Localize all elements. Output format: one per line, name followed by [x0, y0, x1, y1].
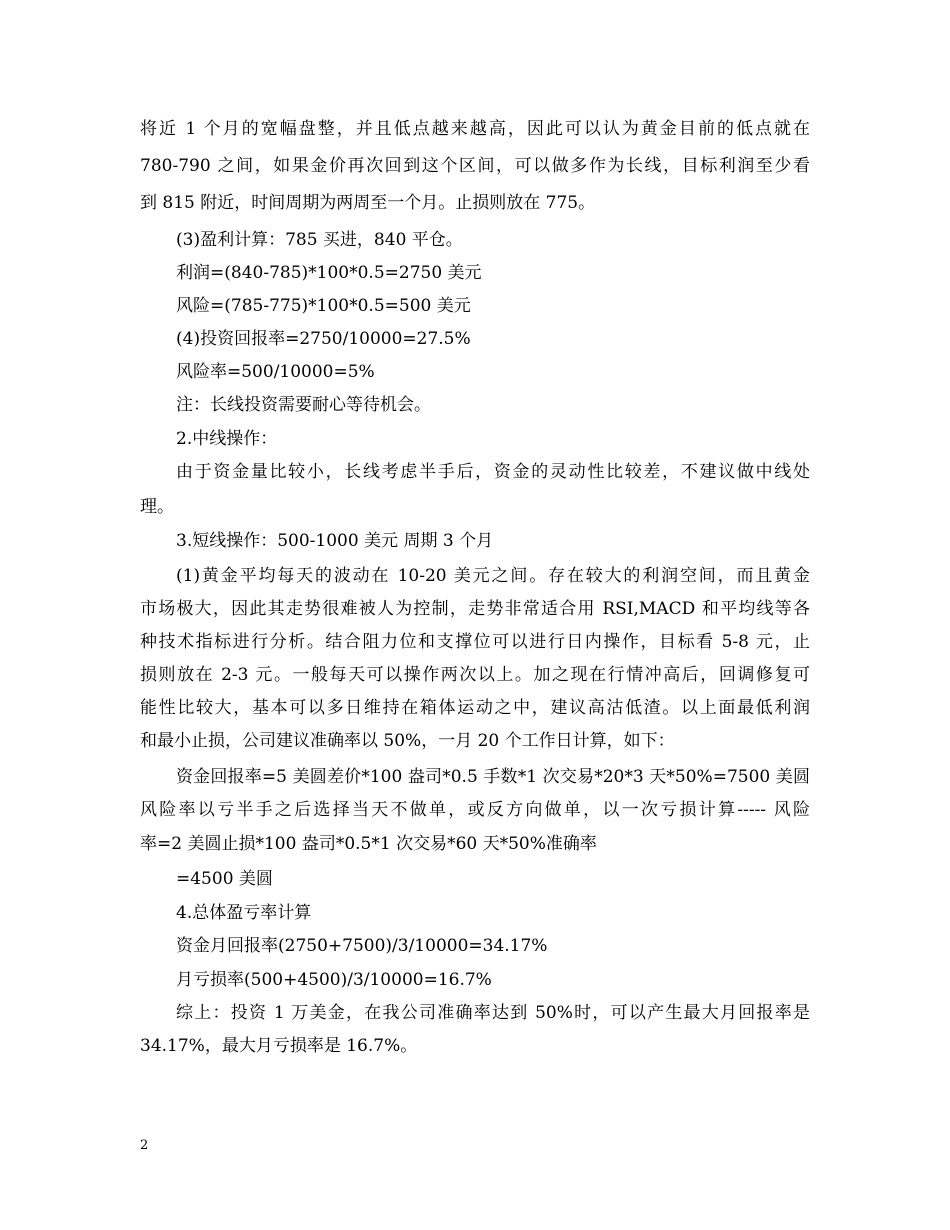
text-line: 到 815 附近，时间周期为两周至一个月。止损则放在 775。	[140, 193, 596, 213]
text-line: 利润=(840-785)*100*0.5=2750 美元	[176, 263, 482, 283]
page-number: 2	[140, 1138, 149, 1153]
text-line: 780-790 之间，如果金价再次回到这个区间，可以做多作为长线，目标利润至少看	[140, 156, 810, 176]
text-line: 34.17%，最大月亏损率是 16.7%。	[140, 1036, 418, 1056]
text-line: 种技术指标进行分析。结合阻力位和支撑位可以进行日内操作，目标看 5-8 元，止	[140, 632, 810, 652]
text-line: 和最小止损，公司建议准确率以 50%，一月 20 个工作日计算，如下：	[140, 731, 675, 751]
text-line: 资金回报率=5 美圆差价*100 盎司*0.5 手数*1 次交易*20*3 天*50%=7500 美圆	[176, 767, 810, 787]
text-line: 月亏损率(500+4500)/3/10000=16.7%	[176, 970, 492, 990]
text-line: 损则放在 2-3 元。一般每天可以操作两次以上。加之现在行情冲高后，回调修复可	[140, 665, 810, 685]
text-line: (4)投资回报率=2750/10000=27.5%	[176, 329, 471, 349]
text-line: 理。	[140, 497, 174, 517]
text-line: 4.总体盈亏率计算	[176, 903, 312, 923]
text-line: =4500 美圆	[176, 869, 273, 889]
text-line: 注：长线投资需要耐心等待机会。	[176, 395, 431, 415]
text-line: 将近 1 个月的宽幅盘整，并且低点越来越高，因此可以认为黄金目前的低点就在	[140, 119, 810, 139]
text-line: 风险=(785-775)*100*0.5=500 美元	[176, 296, 471, 316]
text-line: 由于资金量比较小，长线考虑半手后，资金的灵动性比较差，不建议做中线处	[176, 462, 810, 482]
text-line: 3.短线操作：500-1000 美元 周期 3 个月	[176, 531, 494, 551]
text-line: 2.中线操作：	[176, 429, 278, 449]
text-line: (1)黄金平均每天的波动在 10-20 美元之间。存在较大的利润空间，而且黄金	[176, 566, 810, 586]
text-line: 资金月回报率(2750+7500)/3/10000=34.17%	[176, 936, 548, 956]
text-line: 风险率以亏半手之后选择当天不做单，或反方向做单，以一次亏损计算----- 风险	[140, 800, 810, 820]
text-line: 风险率=500/10000=5%	[176, 362, 375, 382]
text-line: 能性比较大，基本可以多日维持在箱体运动之中，建议高沽低渣。以上面最低利润	[140, 698, 810, 718]
text-line: 率=2 美圆止损*100 盎司*0.5*1 次交易*60 天*50%准确率	[140, 834, 597, 854]
text-line: 综上：投资 1 万美金，在我公司准确率达到 50%时，可以产生最大月回报率是	[176, 1003, 810, 1023]
text-line: (3)盈利计算：785 买进，840 平仓。	[176, 230, 463, 250]
text-line: 市场极大，因此其走势很难被人为控制，走势非常适合用 RSI,MACD 和平均线等各	[140, 599, 810, 619]
